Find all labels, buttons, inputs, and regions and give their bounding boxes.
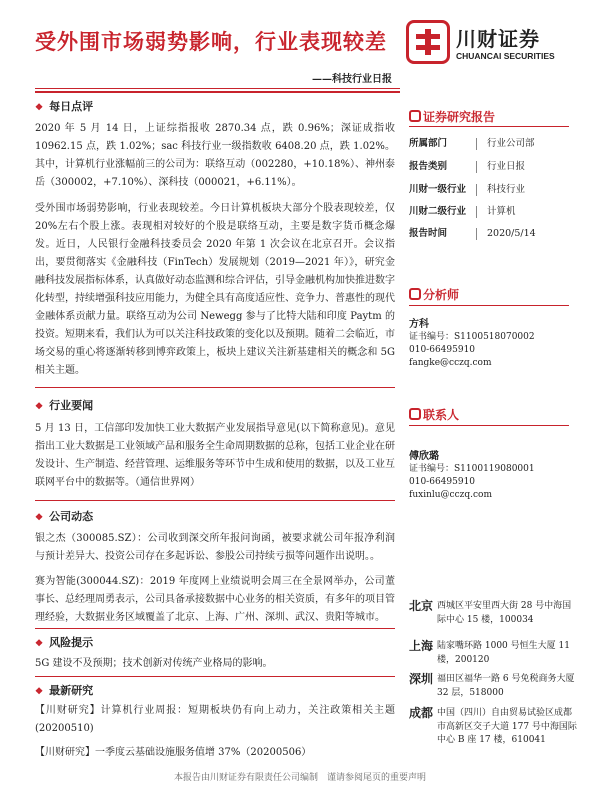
section-marker-icon: ❖ xyxy=(35,639,44,649)
sidebar-divider xyxy=(409,305,569,306)
sidebar-contact-title: 联系人 xyxy=(409,406,459,423)
section-daily-heading: ❖ 每日点评 xyxy=(35,100,94,113)
logo-mark-icon xyxy=(406,20,450,64)
daily-paragraph-2: 受外围市场弱势影响，行业表现较差。今日计算机板块大部分个股表现较差，仅 20%左右个股上涨。表现相对较好的个股是联络互动，主要是数字货币概念爆发。近日，人民银行金融科技委员会 2020 年第 1 次会议在北京召开。会议指出，要贯彻落实《金融科技（FinTech）发展规划（2019—2021 年）》，研究金融科技发展指标体系，认真做好动态监测和综合评估，引导金融机构加快推进数字化转型，持续增强科技应用能力，为健全具有高度适应性、竞争力、普惠性的现代金融体系贡献力量。联络互动为公司 Newegg 参与了比特大陆和印度 Paytm 的投资。短期来看，我们认为可以关注科技政策的变化以及预期。随着二会临近，市场交易的重心将逐渐转移到博弈政策上，板块上建议关注新基建相关的概念和 5G 相关主题。 xyxy=(35,203,395,376)
risk-paragraph: 5G 建设不及预期；技术创新对传统产业格局的影响。 xyxy=(35,658,273,669)
section-news-heading: ❖ 行业要闻 xyxy=(35,399,94,412)
sidebar-divider xyxy=(409,126,569,127)
analyst-cert: 证书编号：S1100518070002 xyxy=(409,332,535,342)
analyst-email[interactable]: fangke@cczq.com xyxy=(409,358,492,368)
section-recent-heading: ❖ 最新研究 xyxy=(35,684,94,697)
sidebar-analyst-title: 分析师 xyxy=(409,286,459,303)
company-paragraph-2: 赛为智能(300044.SZ)：2019 年度网上业绩说明会周三在全景网举办，公司董事长、总经理周勇表示，公司具备承接数据中心业务的相关资质，有多年的项目管理经验，大数据业务区域覆盖了北京、上海、广州、深圳、武汉、贵阳等城市。 xyxy=(35,576,395,623)
section-marker-icon: ❖ xyxy=(35,402,44,412)
report-page: 受外围市场弱势影响，行业表现较差 ——科技行业日报 川财证券 CHUANCAI SECURITIES ❖ 每日点评 2020 年 5 月 14 日，上证综指报收 2870.34 点，跌 0.96%；深证成指收 10962.15 点，跌 1.02%；sac 科技行业一级指数收 6408.20 点，跌 1.02%。其中，计算机行业涨幅前三的公司为：联络互动（002280，+10.18%）、神州泰岳（300002，+7.10%）、深科技（000021，+6.11%）。 受外围市场弱势影响，行业表现较差。今日计算机板块大部分个股表现较差，仅 20%左右个股上涨。表现相对较好的个股是联络互动，主要是数字货币概念爆发。近日，人民银行金融科技委员会 2020 年第 1 次会议在北京召开。会议指出，要贯彻落实《金融科技（FinTech）发展规划（2019—2021 年）》，研究金融科技发展指标体系，认真做好动态监测和综合评估，引导金融机构加快推进数字化转型，持续增强科技应用能力，为健全具有高度适应性、竞争力、普惠性的现代金融体系贡献力量。联络互动为公司 Newegg 参与了比特大陆和印度 Paytm 的投资。短期来看，我们认为可以关注科技政策的变化以及预期。随着二会临近，市场交易的重心将逐渐转移到博弈政策上，板块上建议关注新基建相关的概念和 5G 相关主题。 ❖ 行业要闻 5 月 13 日，工信部印发加快工业大数据产业发展指导意见(以下简称意见)。意见指出工业大数据是工业领域产品和服务全生命周期数据的总称，包括工业企业在研发设计、生产制造、经营管理、运维服务等环节中生成和使用的数据，以及工业互联网平台中的数据等。（通信世界网） ❖ 公司动态 银之杰（300085.SZ）：公司收到深交所年报问询函，被要求就公司年报净利润与预计差异大、投资公司存在多起诉讼、参股公司持续亏损等问题作出说明。。 赛为智能(300044.SZ)：2019 年度网上业绩说明会周三在全景网举办，公司董事长、总经理周勇表示，公司具备承接数据中心业务的相关资质，有多年的项目管理经验，大数据业务区域覆盖了北京、上海、广州、深圳、武汉、贵阳等城市。 ❖ 风险提示 5G 建设不及预期；技术创新对传统产业格局的影响。 ❖ 最新研究 【川财研究】计算机行业周报：短期板块仍有向上动力，关注政策相关主题(20200510) 【川财研究】一季度云基础设施服务值增 37%（20200506） 证券研究报告 所属部门 行业公司部 报告类别 行业日报 川财一级行业 科技行业 川财二级行业 计算机 报告时间 2020/5/14 分析师 方科 证书编号：S1100518070002 010-66495910 fangke@cczq.com 联系人 傅欣璐 证书编号：S1100119080001 010-66495910 fuxinlu@cczq.com 北京 西城区平安里西大街 28 号中海国际中心 15 楼，100034 上海 陆家嘴环路 1000 号恒生大厦 11 楼，200120 深圳 福田区福华一路 6 号免税商务大厦 32 层，518000 成都 中国（四川）自由贸易试验区成都市高新区交子大道 177 号中海国际中心 B 座 17 楼，610041 本报告由川财证券有限责任公司编制 谨请参阅尾页的重要声明 xyxy=(0,0,600,800)
contact-phone: 010-66495910 xyxy=(409,477,476,487)
sidebar-report-title: 证券研究报告 xyxy=(409,108,495,125)
analyst-name: 方科 xyxy=(409,319,429,330)
analyst-phone: 010-66495910 xyxy=(409,345,476,355)
report-icon xyxy=(409,110,421,122)
recent-research-link-1[interactable]: 【川财研究】计算机行业周报：短期板块仍有向上动力，关注政策相关主题(20200510) xyxy=(35,705,395,734)
report-title: 受外围市场弱势影响，行业表现较差 xyxy=(35,29,387,54)
logo-chinese-name: 川财证券 xyxy=(456,27,540,51)
section-marker-icon: ❖ xyxy=(35,513,44,523)
company-logo xyxy=(406,20,566,66)
report-subtitle: ——科技行业日报 xyxy=(312,74,392,85)
header-divider-thick xyxy=(35,91,400,93)
contact-cert: 证书编号：S1100119080001 xyxy=(409,464,535,474)
analyst-icon xyxy=(409,288,421,300)
logo-english-name: CHUANCAI SECURITIES xyxy=(456,51,555,61)
section-marker-icon: ❖ xyxy=(35,103,44,113)
section-divider xyxy=(35,628,395,629)
sidebar-divider xyxy=(409,425,569,426)
contact-icon xyxy=(409,408,421,420)
section-risk-heading: ❖ 风险提示 xyxy=(35,636,94,649)
section-divider xyxy=(35,387,395,388)
section-divider xyxy=(35,676,395,677)
page-footer: 本报告由川财证券有限责任公司编制 谨请参阅尾页的重要声明 xyxy=(173,773,426,783)
section-marker-icon: ❖ xyxy=(35,687,44,697)
recent-research-link-2[interactable]: 【川财研究】一季度云基础设施服务值增 37%（20200506） xyxy=(35,747,312,758)
contact-email[interactable]: fuxinlu@cczq.com xyxy=(409,490,492,500)
analyst-card xyxy=(409,318,535,370)
daily-paragraph-1: 2020 年 5 月 14 日，上证综指报收 2870.34 点，跌 0.96%；深证成指收 10962.15 点，跌 1.02%；sac 科技行业一级指数收 6408.20 点，跌 1.02%。其中，计算机行业涨幅前三的公司为：联络互动（002280，+10.18%）、神州泰岳（300002，+7.10%）、深科技（000021，+6.11%）。 xyxy=(35,123,395,188)
header-divider xyxy=(35,88,400,89)
contact-name: 傅欣璐 xyxy=(409,451,439,462)
company-paragraph-1: 银之杰（300085.SZ）：公司收到深交所年报问询函，被要求就公司年报净利润与预计差异大、投资公司存在多起诉讼、参股公司持续亏损等问题作出说明。。 xyxy=(35,533,395,562)
section-divider xyxy=(35,500,395,501)
news-paragraph: 5 月 13 日，工信部印发加快工业大数据产业发展指导意见(以下简称意见)。意见指出工业大数据是工业领域产品和服务全生命周期数据的总称，包括工业企业在研发设计、生产制造、经营管理、运维服务等环节中生成和使用的数据，以及工业互联网平台中的数据等。（通信世界网） xyxy=(35,423,395,488)
section-company-heading: ❖ 公司动态 xyxy=(35,510,94,523)
contact-card xyxy=(409,450,535,502)
